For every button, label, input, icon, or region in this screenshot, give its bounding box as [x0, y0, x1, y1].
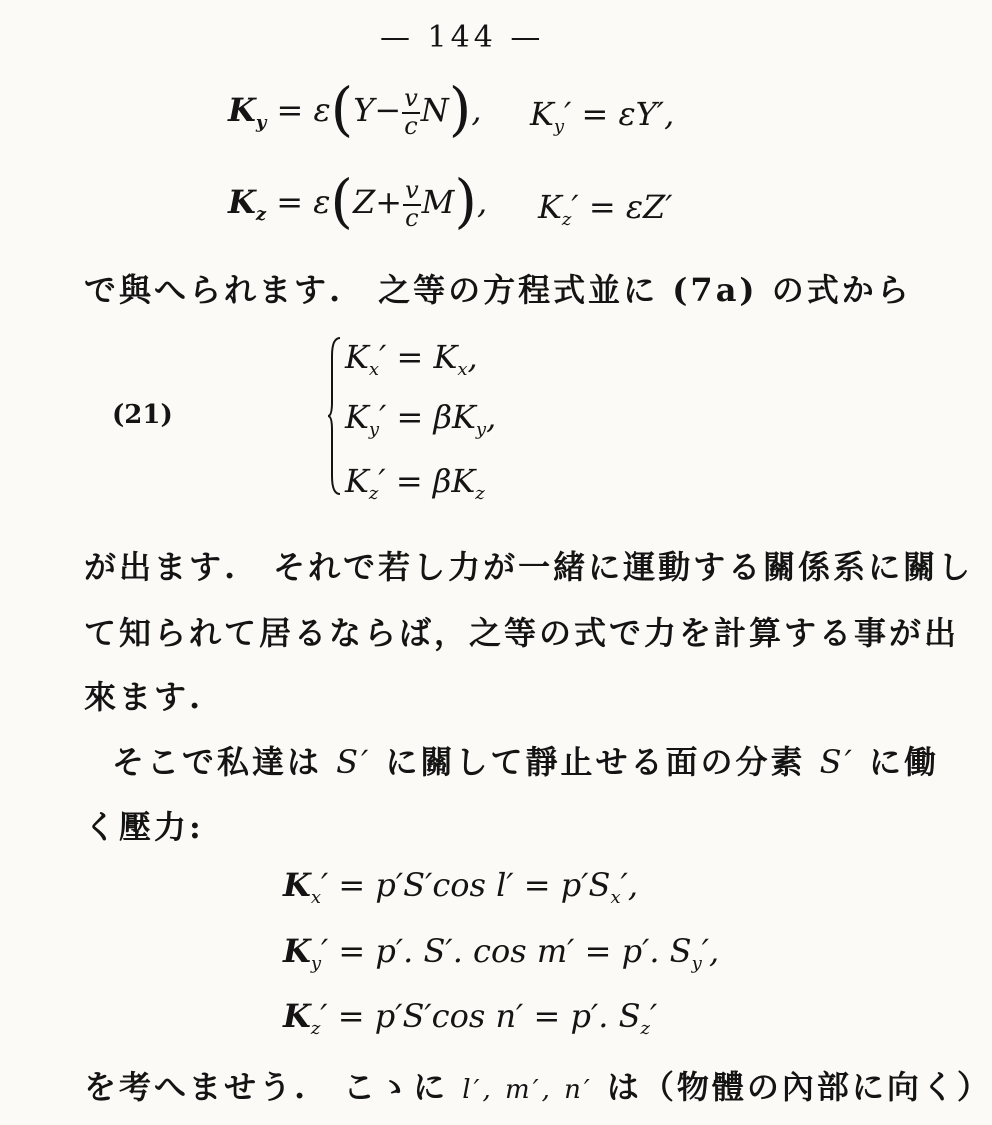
equation-label: (21): [112, 400, 173, 430]
equation-kz-prime: $K_z' = \varepsilon Z'$: [538, 188, 673, 230]
brace-icon: [328, 336, 342, 496]
paragraph-line: を考へませう. こゝに l′, m′, n′ は（物體の內部に向く）: [84, 1068, 992, 1106]
paragraph-line: て知られて居るならば，之等の式で力を計算する事が出: [84, 614, 960, 652]
paragraph-line: 來ます.: [84, 678, 204, 716]
pressure-equation-3: $K_z' = p'S'\cos$ n′ = p′. $S_z'$: [283, 997, 658, 1039]
equation-21-row-3: $K_z' = \beta K_z$: [345, 462, 485, 504]
equation-21-row-2: $K_y' = \beta K_y$,: [345, 398, 497, 440]
text-line: で與へられます. 之等の方程式並に (7a) の式から: [84, 271, 912, 309]
pressure-equation-1: $K_x' = p'S'\cos$ $l' = p'S_x'$,: [283, 866, 639, 908]
equation-ky: $K_y = \varepsilon(Y-$ $\frac{v}{c}$ N),: [228, 75, 482, 143]
equation-kz: $K_z = \varepsilon(Z+$ $\frac{v}{c}$ M),: [228, 167, 488, 235]
page-number: — 144 —: [380, 20, 545, 55]
paragraph-line: が出ます. それで若し力が一緒に運動する關係系に關し: [84, 548, 974, 586]
equation-ky-prime: $K_y' = \varepsilon Y'$,: [530, 95, 675, 137]
pressure-equation-2: $K_y' = p'$. S′. cos m′ = p′. $S_y'$,: [283, 932, 720, 974]
paragraph-line: く壓力:: [84, 808, 204, 846]
equation-21-row-1: $K_x' = K_x$,: [345, 338, 478, 380]
paragraph-line: そこで私達は S′ に關して靜止せる面の分素 S′ に働: [112, 743, 939, 781]
